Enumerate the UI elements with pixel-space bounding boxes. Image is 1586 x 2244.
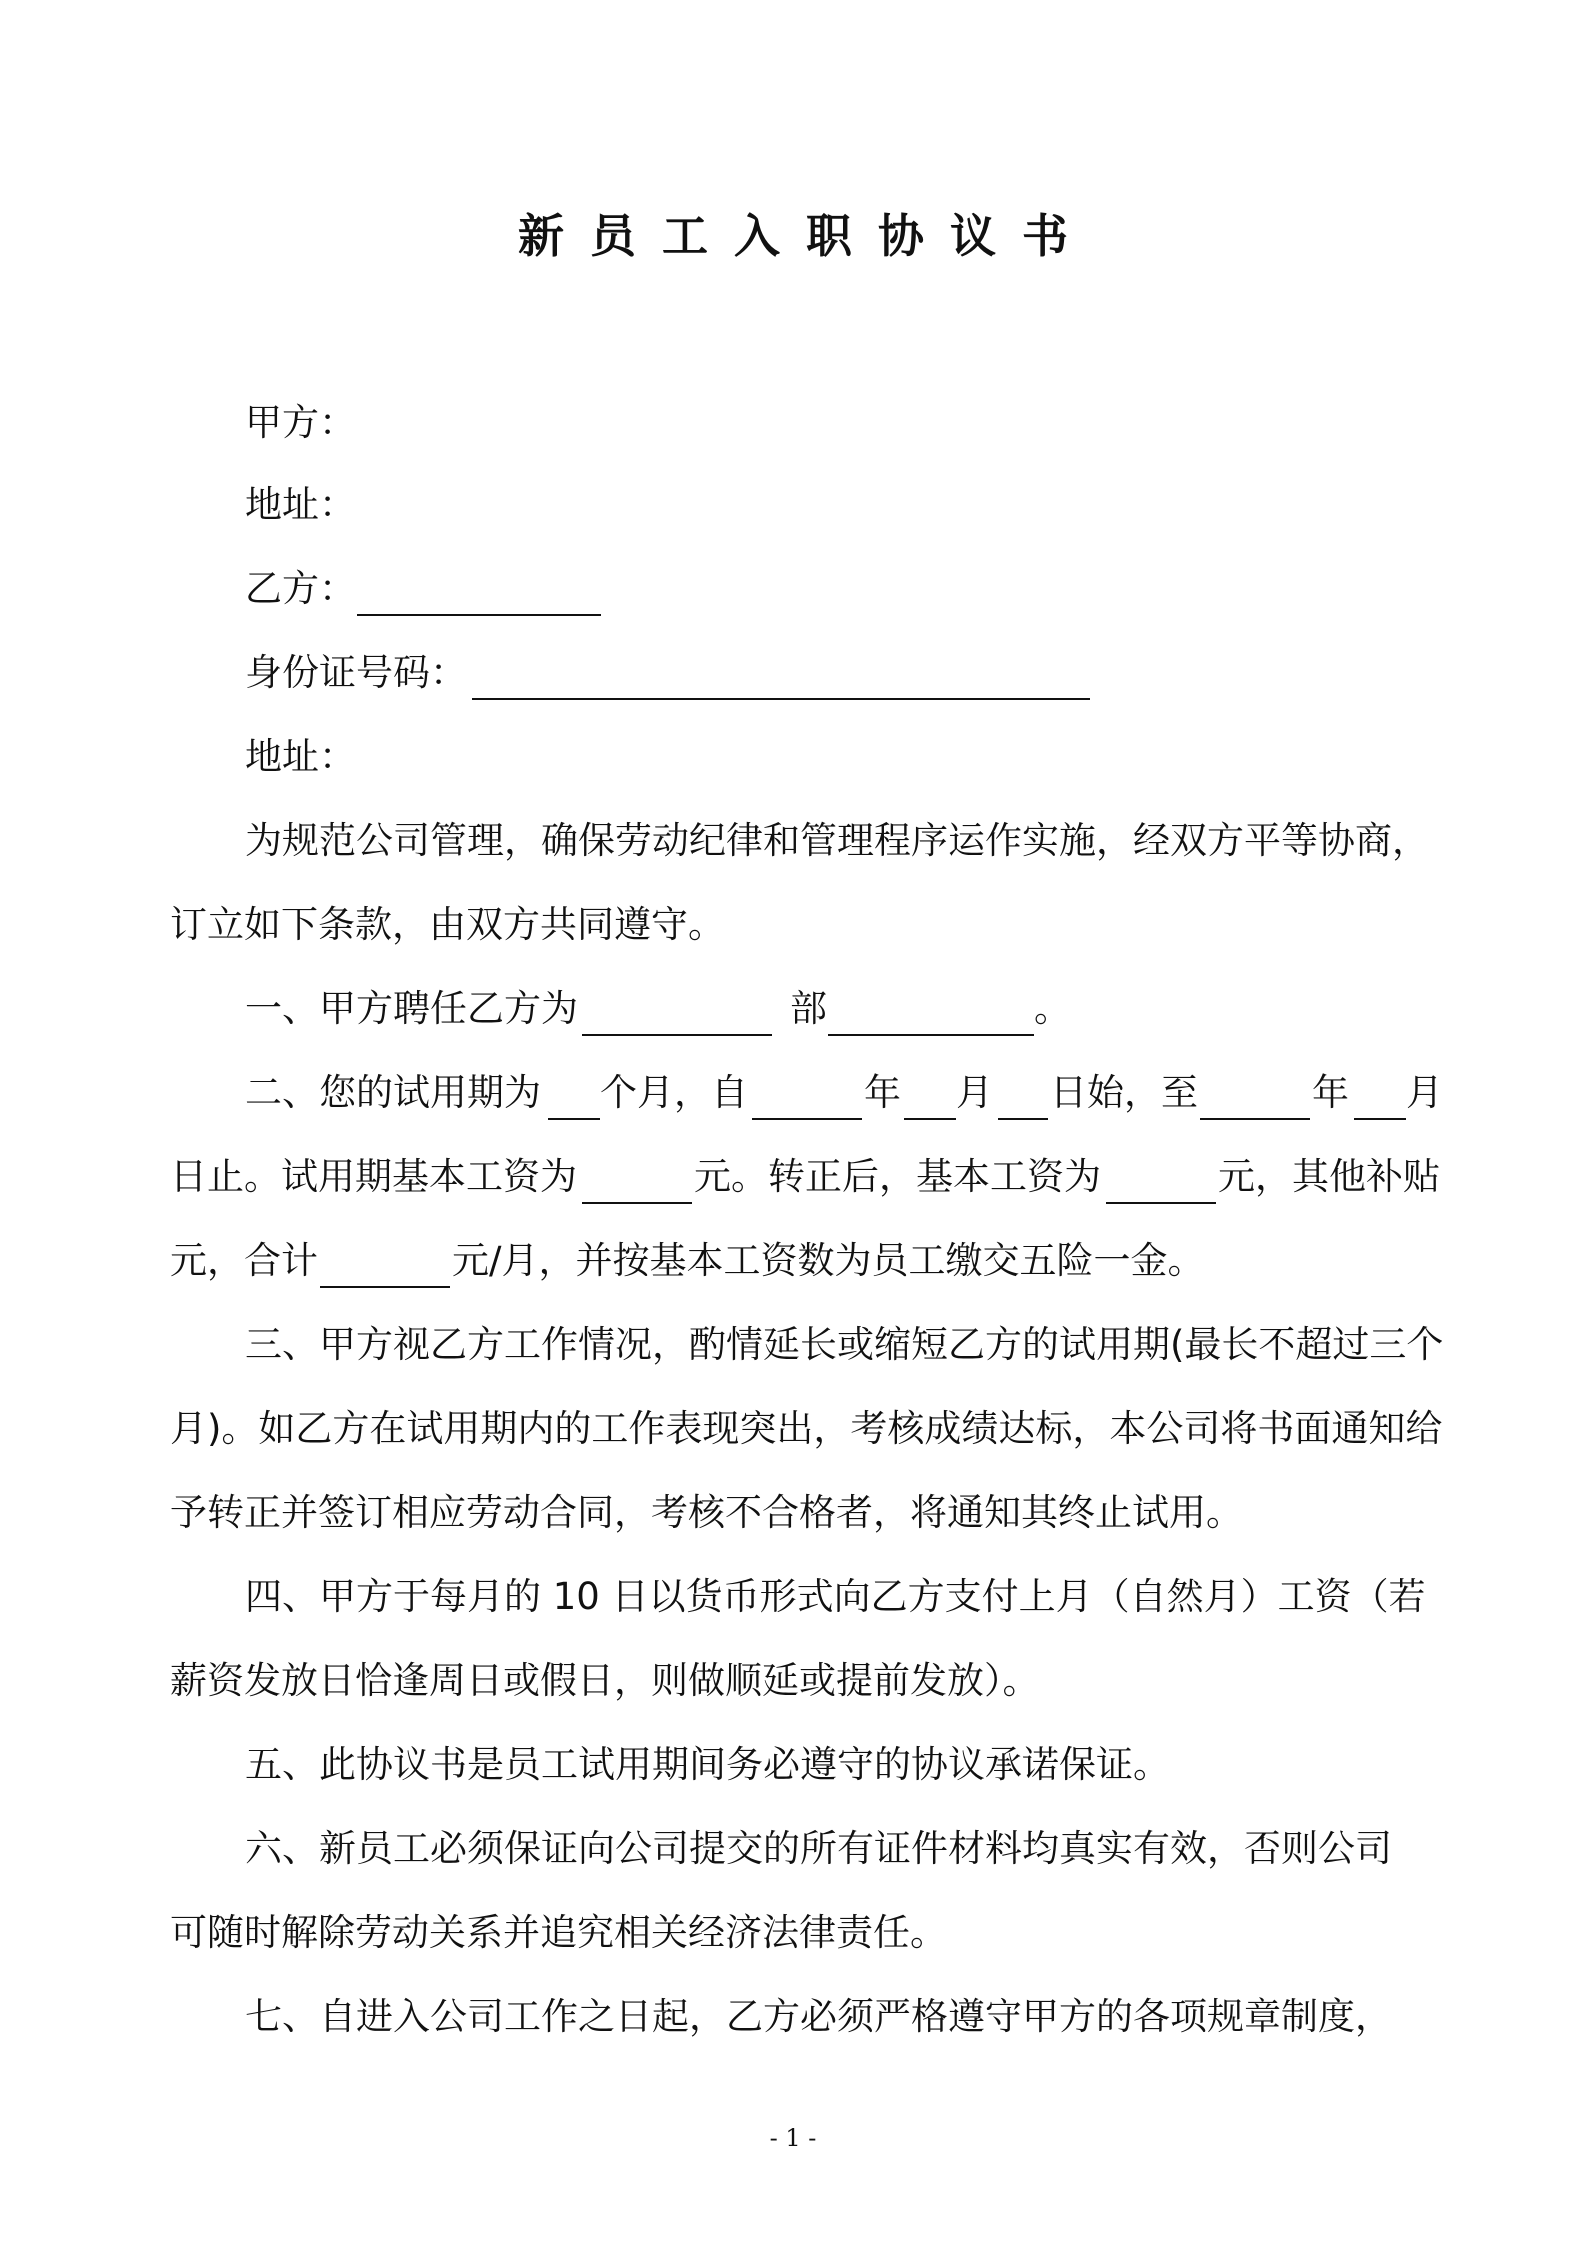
total-blank (320, 1286, 450, 1288)
party-b-label: 乙方： (245, 567, 356, 610)
party-b-blank (357, 614, 601, 616)
clause-5: 五、此协议书是员工试用期间务必遵守的协议承诺保证。 (245, 1743, 1170, 1786)
end-year-blank (1200, 1118, 1310, 1120)
probation-months-blank (548, 1118, 600, 1120)
clause-2-to: 日始，至 (1050, 1071, 1198, 1114)
clause-1-dept-blank (828, 1034, 1034, 1036)
id-number-label: 身份证号码： (245, 651, 467, 694)
regular-salary-blank (1106, 1202, 1216, 1204)
party-a-label: 甲方： (245, 401, 356, 444)
clause-2-month-2: 月 (1406, 1071, 1443, 1114)
clause-2-from: 个月，自 (600, 1071, 748, 1114)
clause-3-line-3: 予转正并签订相应劳动合同，考核不合格者，将通知其终止试用。 (170, 1491, 1243, 1534)
clause-2-year-2: 年 (1312, 1071, 1349, 1114)
clause-1-position-blank (582, 1034, 772, 1036)
start-month-blank (904, 1118, 956, 1120)
clause-2-probation-salary: 日止。试用期基本工资为 (170, 1155, 577, 1198)
clause-2-year-1: 年 (864, 1071, 901, 1114)
clause-1-dept: 部 (790, 987, 827, 1030)
clause-3-line-2: 月)。如乙方在试用期内的工作表现突出，考核成绩达标，本公司将书面通知给 (170, 1407, 1443, 1450)
end-month-blank (1354, 1118, 1406, 1120)
probation-salary-blank (582, 1202, 692, 1204)
clause-2-insurance: 元/月，并按基本工资数为员工缴交五险一金。 (452, 1239, 1205, 1282)
address-b-label: 地址： (245, 735, 356, 778)
clause-3-line-1: 三、甲方视乙方工作情况，酌情延长或缩短乙方的试用期(最长不超过三个 (245, 1323, 1444, 1366)
intro-line-1: 为规范公司管理，确保劳动纪律和管理程序运作实施，经双方平等协商， (245, 819, 1429, 862)
intro-line-2: 订立如下条款，由双方共同遵守。 (170, 903, 725, 946)
clause-6-line-2: 可随时解除劳动关系并追究相关经济法律责任。 (170, 1911, 947, 1954)
clause-4-line-1: 四、甲方于每月的 10 日以货币形式向乙方支付上月（自然月）工资（若 (245, 1575, 1426, 1618)
start-year-blank (752, 1118, 862, 1120)
clause-7-line-1: 七、自进入公司工作之日起，乙方必须严格遵守甲方的各项规章制度， (245, 1995, 1392, 2038)
start-day-blank (998, 1118, 1048, 1120)
address-a-label: 地址： (245, 483, 356, 526)
document-title: 新员工入职协议书 (518, 209, 1094, 263)
clause-1-end: 。 (1034, 987, 1071, 1030)
page-number: - 1 - (769, 2124, 817, 2152)
clause-2-regular-salary: 元。转正后，基本工资为 (694, 1155, 1101, 1198)
id-number-blank (472, 698, 1090, 700)
clause-1-prefix: 一、甲方聘任乙方为 (245, 987, 578, 1030)
party-b-line (245, 567, 356, 610)
clause-2-month-1: 月 (956, 1071, 993, 1114)
clause-6-line-1: 六、新员工必须保证向公司提交的所有证件材料均真实有效，否则公司 (245, 1827, 1392, 1870)
clause-4-line-2: 薪资发放日恰逢周日或假日，则做顺延或提前发放）。 (170, 1659, 1040, 1702)
clause-2-allowance: 元，其他补贴 (1218, 1155, 1440, 1198)
clause-2-total: 元，合计 (170, 1239, 318, 1282)
clause-2-prefix: 二、您的试用期为 (245, 1071, 541, 1114)
